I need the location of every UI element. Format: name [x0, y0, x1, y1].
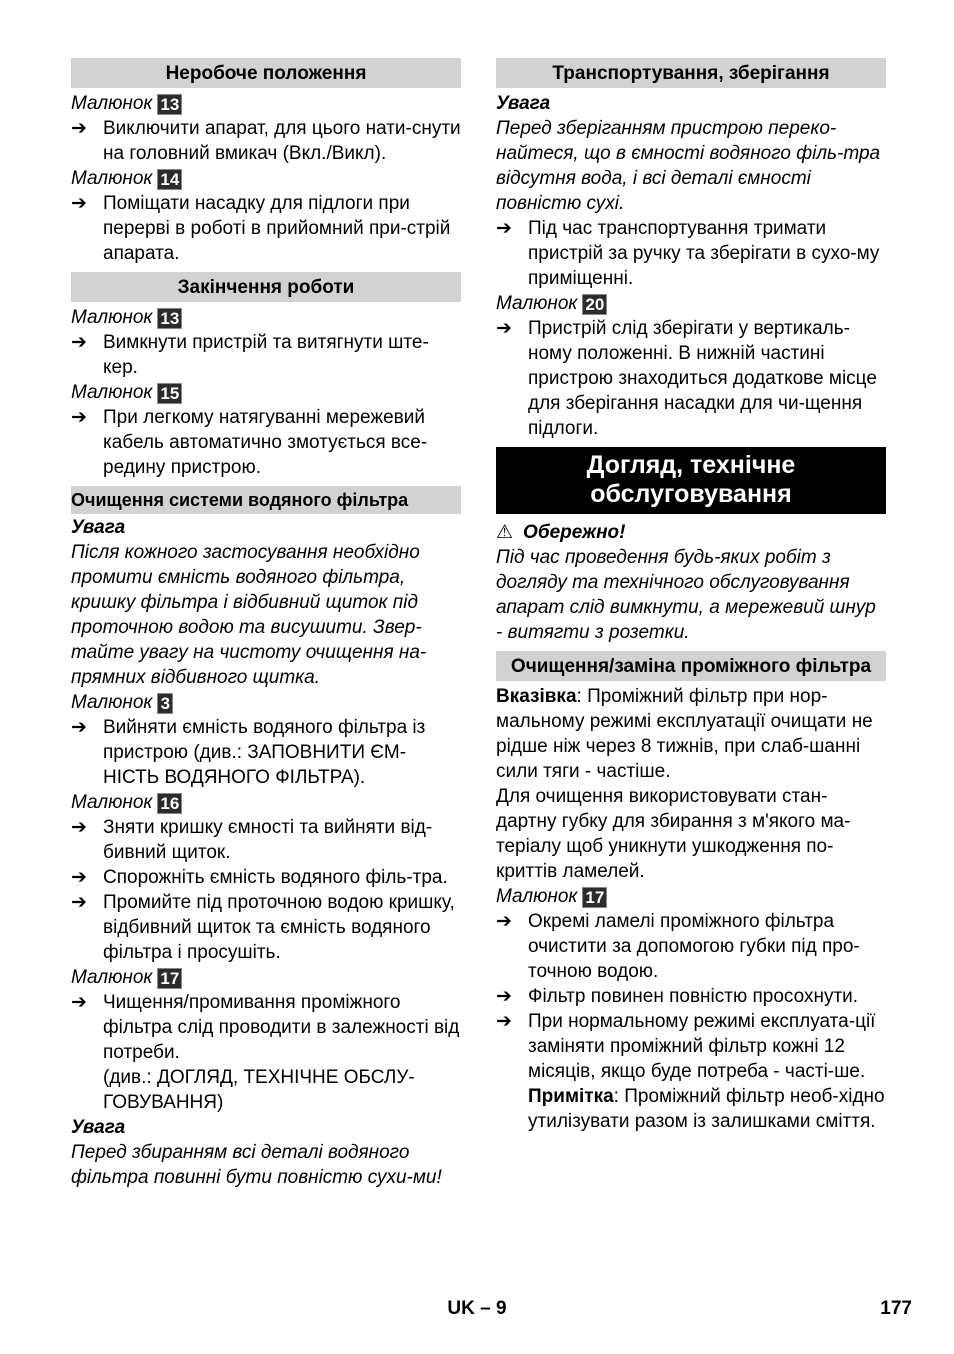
note-title: Увага — [496, 93, 551, 114]
figure-ref: Малюнок 15 — [71, 380, 461, 405]
warning-text: Під час проведення будь-яких робіт з догляду та технічного обслуговування апарат слід вимкнути, а мережевий шнур - витягти з розетки. — [496, 547, 876, 643]
figure-number: 13 — [157, 94, 182, 115]
instruction-step: ➔ Зняти кришку ємності та вийняти від-бивний щиток. — [71, 817, 433, 863]
remark-paragraph: Примітка: Проміжний фільтр необ-хідно утилізувати разом із залишками сміття. — [528, 1086, 885, 1132]
instruction-step: ➔ При легкому натягуванні мережевий кабель автоматично змотується все-редину пристрою. — [71, 407, 428, 478]
figure-number: 13 — [157, 308, 182, 329]
arrow-icon: ➔ — [496, 911, 512, 932]
section-title: Закінчення роботи — [71, 272, 461, 302]
hint-paragraph: Вказівка: Проміжний фільтр при нор-мальному режимі експлуатації очищати не рідше ніж через 8 тижнів, при слаб-шанні сили тяги - частіше. — [496, 686, 873, 782]
figure-ref: Малюнок 20 — [496, 291, 886, 316]
instruction-step: ➔ При нормальному режимі експлуата-ції заміняти проміжний фільтр кожні 12 місяців, якщо буде потреба - часті-ше. — [496, 1011, 876, 1082]
page-number: 177 — [880, 1298, 912, 1319]
figure-ref: Малюнок 16 — [71, 790, 461, 815]
instruction-step: ➔ Виключити апарат, для цього нати-снути на головний вмикач (Вкл./Викл). — [71, 118, 461, 164]
arrow-icon: ➔ — [496, 986, 512, 1007]
arrow-icon: ➔ — [71, 717, 87, 738]
arrow-icon: ➔ — [496, 318, 512, 339]
section-title: Транспортування, зберігання — [496, 58, 886, 88]
warning-icon: ⚠ — [496, 522, 514, 543]
section-title: Очищення/заміна проміжного фільтра — [496, 651, 886, 681]
instruction-step: ➔ Фільтр повинен повністю просохнути. — [496, 986, 859, 1007]
arrow-icon: ➔ — [496, 1011, 512, 1032]
instruction-step: ➔ Під час транспортування тримати пристрій за ручку та зберігати в сухо-му приміщенні. — [496, 218, 880, 289]
paragraph: Для очищення використовувати стан-дартну губку для збирання з м'якого ма-теріалу щоб уникнути ушкодження по-криттів ламелей. — [496, 786, 851, 882]
arrow-icon: ➔ — [71, 118, 87, 139]
note-title: Увага — [71, 1117, 126, 1138]
figure-number: 15 — [157, 383, 182, 404]
figure-ref: Малюнок 17 — [496, 884, 886, 909]
instruction-step: ➔ Чищення/промивання проміжного фільтра слід проводити в залежності від потреби. — [71, 992, 460, 1063]
figure-number: 20 — [582, 294, 607, 315]
figure-number: 17 — [157, 968, 182, 989]
arrow-icon: ➔ — [71, 892, 87, 913]
footer-section: UK – 9 — [447, 1298, 507, 1319]
instruction-step: ➔ Промийте під проточною водою кришку, відбивний щиток та ємність водяного фільтра і просушіть. — [71, 892, 455, 963]
warning-title: ⚠ Обережно! — [496, 522, 626, 543]
figure-number: 14 — [157, 169, 182, 190]
figure-number: 17 — [582, 887, 607, 908]
arrow-icon: ➔ — [496, 218, 512, 239]
arrow-icon: ➔ — [71, 992, 87, 1013]
arrow-icon: ➔ — [71, 193, 87, 214]
figure-ref: Малюнок 13 — [71, 305, 461, 330]
figure-ref: Малюнок 17 — [71, 965, 461, 990]
figure-ref: Малюнок 3 — [71, 690, 461, 715]
figure-number: 3 — [157, 693, 173, 714]
note-title: Увага — [71, 517, 126, 538]
note-text: Перед зберіганням пристрою переко-найтеся, що в ємності водяного філь-тра відсутня вода, і всі деталі ємності повністю сухі. — [496, 118, 881, 214]
instruction-step: ➔ Окремі ламелі проміжного фільтра очистити за допомогою губки під про-точною водою. — [496, 911, 860, 982]
left-column — [71, 58, 461, 1190]
right-column — [496, 58, 886, 1134]
instruction-step: ➔ Спорожніть ємність водяного філь-тра. — [71, 867, 448, 888]
instruction-step: ➔ Пристрій слід зберігати у вертикаль-ному положенні. В нижній частині пристрою знаходиться додаткове місце для зберігання насадки для чи-щення підлоги. — [496, 318, 877, 439]
arrow-icon: ➔ — [71, 817, 87, 838]
note-text: Перед збиранням всі деталі водяного фільтра повинні бути повністю сухи-ми! — [71, 1142, 442, 1188]
section-title: Неробоче положення — [71, 58, 461, 88]
arrow-icon: ➔ — [71, 332, 87, 353]
figure-number: 16 — [157, 793, 182, 814]
figure-ref: Малюнок 13 — [71, 91, 461, 116]
figure-ref: Малюнок 14 — [71, 166, 461, 191]
subsection-title: Очищення системи водяного фільтра — [71, 486, 461, 514]
step-continuation: (див.: ДОГЛЯД, ТЕХНІЧНЕ ОБСЛУ-ГОВУВАННЯ) — [103, 1067, 415, 1113]
note-text: Після кожного застосування необхідно промити ємність водяного фільтра, кришку фільтра і відбивний щиток під проточною водою та висушити. Звер-тайте увагу на чистоту очищення на-прямних відбивного щитка. — [71, 542, 427, 688]
instruction-step: ➔ Вимкнути пристрій та витягнути ште-кер. — [71, 332, 429, 378]
arrow-icon: ➔ — [71, 867, 87, 888]
chapter-title: Догляд, технічне обслуговування — [496, 447, 886, 514]
instruction-step: ➔ Поміщати насадку для підлоги при перерві в роботі в прийомний при-стрій апарата. — [71, 193, 451, 264]
instruction-step: ➔ Вийняти ємність водяного фільтра із пристрою (див.: ЗАПОВНИТИ ЄМ-НІСТЬ ВОДЯНОГО ФІЛЬТРА). — [71, 717, 426, 788]
arrow-icon: ➔ — [71, 407, 87, 428]
